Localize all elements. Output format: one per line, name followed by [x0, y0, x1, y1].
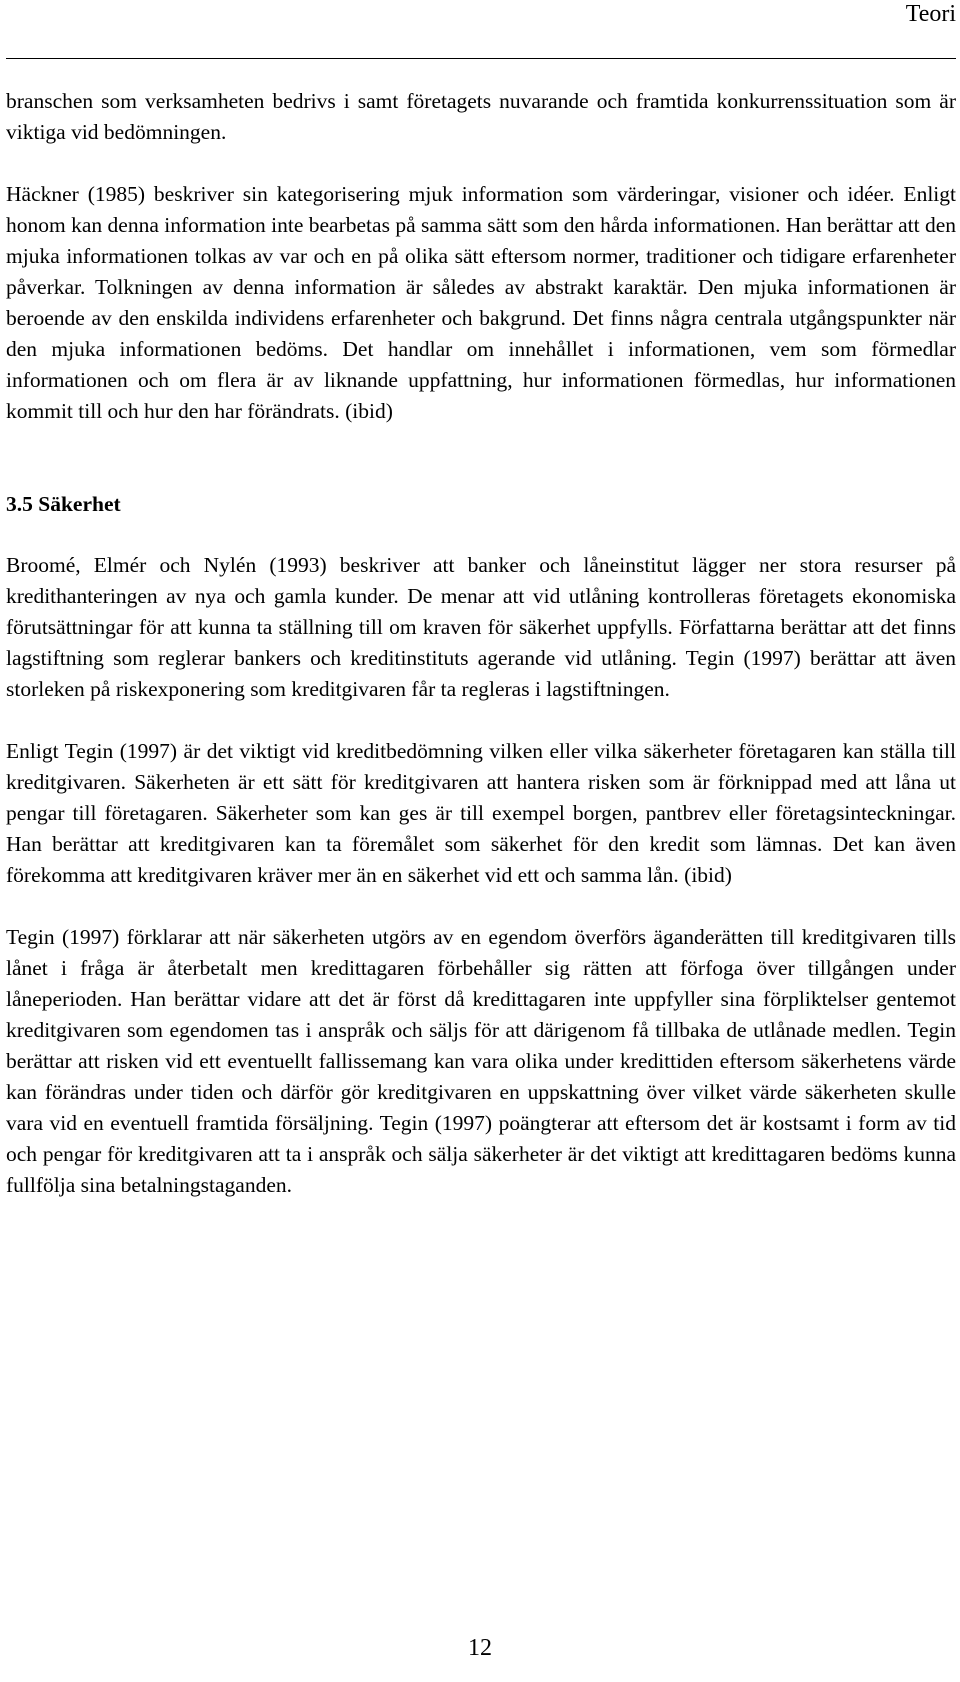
section-heading: 3.5 Säkerhet	[6, 492, 121, 516]
page-content	[6, 86, 956, 1201]
running-header: Teori	[905, 1, 956, 27]
paragraph-hackner: Häckner (1985) beskriver sin kategorisering mjuk information som värderingar, visioner och idéer. Enligt honom kan denna information inte bearbetas på samma sätt som den hårda informationen. Han berättar att den mjuka informationen tolkas av var och en på olika sätt eftersom normer, traditioner och tidigare erfarenheter påverkar. Tolkningen av denna information är således av abstrakt karaktär. Den mjuka informationen är beroende av den enskilda individens erfarenheter och bakgrund. Det finns några centrala utgångspunkter när den mjuka informationen bedöms. Det handlar om innehållet i informationen, vem som förmedlar informationen och om flera är av liknande uppfattning, hur informationen förmedlas, hur informationen kommit till och hur den har förändrats. (ibid)	[6, 182, 956, 423]
paragraph-continued: branschen som verksamheten bedrivs i samt företagets nuvarande och framtida konkurrenssituation som är viktiga vid bedömningen.	[6, 89, 956, 144]
paragraph-broome: Broomé, Elmér och Nylén (1993) beskriver att banker och låneinstitut lägger ner stora resurser på kredithanteringen av nya och gamla kunder. De menar att vid utlåning kontrolleras företagets ekonomiska förutsättningar för att kunna ta ställning till om kraven för säkerhet uppfylls. Författarna berättar att det finns lagstiftning som reglerar bankers och kreditinstituts agerande vid utlåning. Tegin (1997) berättar att även storleken på riskexponering som kreditgivaren får ta regleras i lagstiftningen.	[6, 553, 956, 701]
header-rule	[6, 58, 956, 59]
paragraph-tegin-sakerheter: Enligt Tegin (1997) är det viktigt vid kreditbedömning vilken eller vilka säkerheter företagaren kan ställa till kreditgivaren. Säkerheten är ett sätt för kreditgivaren att hantera risken som är förknippad med att låna ut pengar till företagaren. Säkerheter som kan ges är till exempel borgen, pantbrev eller företagsinteckningar. Han berättar att kreditgivaren kan ta föremålet som säkerhet för den kredit som lämnas. Det kan även förekomma att kreditgivaren kräver mer än en säkerhet vid ett och samma lån. (ibid)	[6, 739, 956, 887]
page-number: 12	[468, 1635, 492, 1661]
paragraph-tegin-egendom: Tegin (1997) förklarar att när säkerheten utgörs av en egendom överförs äganderätten till kreditgivaren tills lånet i fråga är återbetalt men kredittagaren förbehåller sig rätten att förfoga över tillgången under låneperioden. Han berättar vidare att det är först då kredittagaren inte uppfyller sina förpliktelser gentemot kreditgivaren som egendomen tas i anspråk och säljs för att därigenom få tillbaka de utlånade medlen. Tegin berättar att risken vid ett eventuellt fallissemang kan vara olika under kredittiden eftersom säkerhetens värde kan förändras under tiden och därför gör kreditgivaren en uppskattning över vilket värde säkerheten skulle vara vid en eventuell framtida försäljning. Tegin (1997) poängterar att eftersom det är kostsamt i form av tid och pengar för kreditgivaren att ta i anspråk och sälja säkerheter är det viktigt att kredittagaren bedöms kunna fullfölja sina betalningstaganden.	[6, 925, 956, 1197]
